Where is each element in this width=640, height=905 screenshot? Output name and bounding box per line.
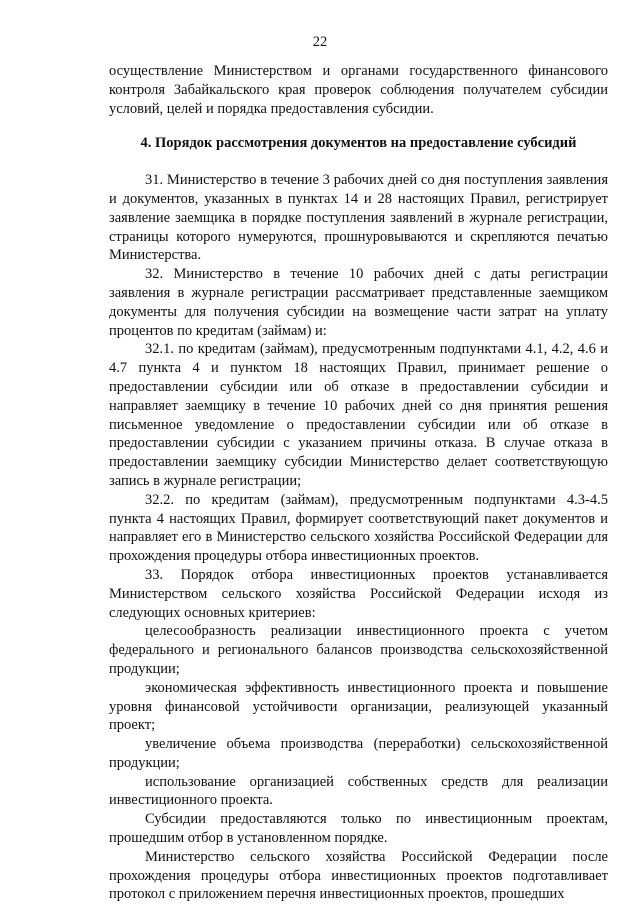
paragraph-continuation: осуществление Министерством и органами государственного финансового контроля Забайкальского края проверок соблюдения получателем субсидии условий, целей и порядка предоставления субсидии. (109, 63, 608, 117)
paragraph-subsidies: Субсидии предоставляются только по инвестиционным проектам, прошедшим отбор в установленном порядке. (109, 811, 608, 847)
paragraph-31: 31. Министерство в течение 3 рабочих дней со дня поступления заявления и документов, указанных в пунктах 14 и 28 настоящих Правил, регистрирует заявление заемщика в порядке поступления заявлений в журнале регистрации, страницы которого нумеруются, прошнуровываются и скрепляются печатью Министерства. (109, 172, 608, 264)
section-heading: 4. Порядок рассмотрения документов на предоставление субсидий (140, 135, 577, 152)
paragraph-32-1: 32.1. по кредитам (займам), предусмотренным подпунктами 4.1, 4.2, 4.6 и 4.7 пункта 4 и пунктом 18 настоящих Правил, принимает решение о предоставлении субсидии или об отказе в предоставлении субсидии и направляет заемщику в течение 10 рабочих дней со дня принятия решения письменное уведомление о предоставлении субсидии или об отказе в предоставлении субсидии с указанием причины отказа. В случае отказа в предоставлении заемщику субсидии Министерство делает соответствующую запись в журнале регистрации; (109, 341, 608, 489)
criterion-item: использование организацией собственных средств для реализации инвестиционного проекта. (109, 773, 608, 809)
criterion-item: целесообразность реализации инвестиционного проекта с учетом федерального и регионального балансов производства сельскохозяйственной продукции; (109, 623, 608, 677)
paragraph-33: 33. Порядок отбора инвестиционных проектов устанавливается Министерством сельского хозяйства Российской Федерации исходя из следующих основных критериев: (109, 566, 608, 621)
criterion-item: экономическая эффективность инвестиционного проекта и повышение уровня финансовой устойчивости организации, реализующей указанный проект; (109, 679, 608, 734)
paragraph-ministry: Министерство сельского хозяйства Российской Федерации после прохождения процедуры отбора инвестиционных проектов подготавливает протокол с приложением перечня инвестиционных проектов, прошедших (109, 848, 608, 903)
page-number: 22 (312, 34, 328, 50)
document-body (109, 62, 608, 904)
paragraph-32-2: 32.2. по кредитам (займам), предусмотренным подпунктами 4.3-4.5 пункта 4 настоящих Правил, формирует соответствующий пакет документов и направляет его в Министерство сельского хозяйства Российской Федерации для прохождения процедуры отбора инвестиционных проектов. (109, 491, 608, 565)
criterion-item: увеличение объема производства (переработки) сельскохозяйственной продукции; (109, 736, 608, 771)
paragraph-32: 32. Министерство в течение 10 рабочих дней с даты регистрации заявления в журнале регистрации рассматривает представленные заемщиком документы для получения субсидии на возмещение части затрат на уплату процентов по кредитам (займам) и: (109, 266, 608, 339)
